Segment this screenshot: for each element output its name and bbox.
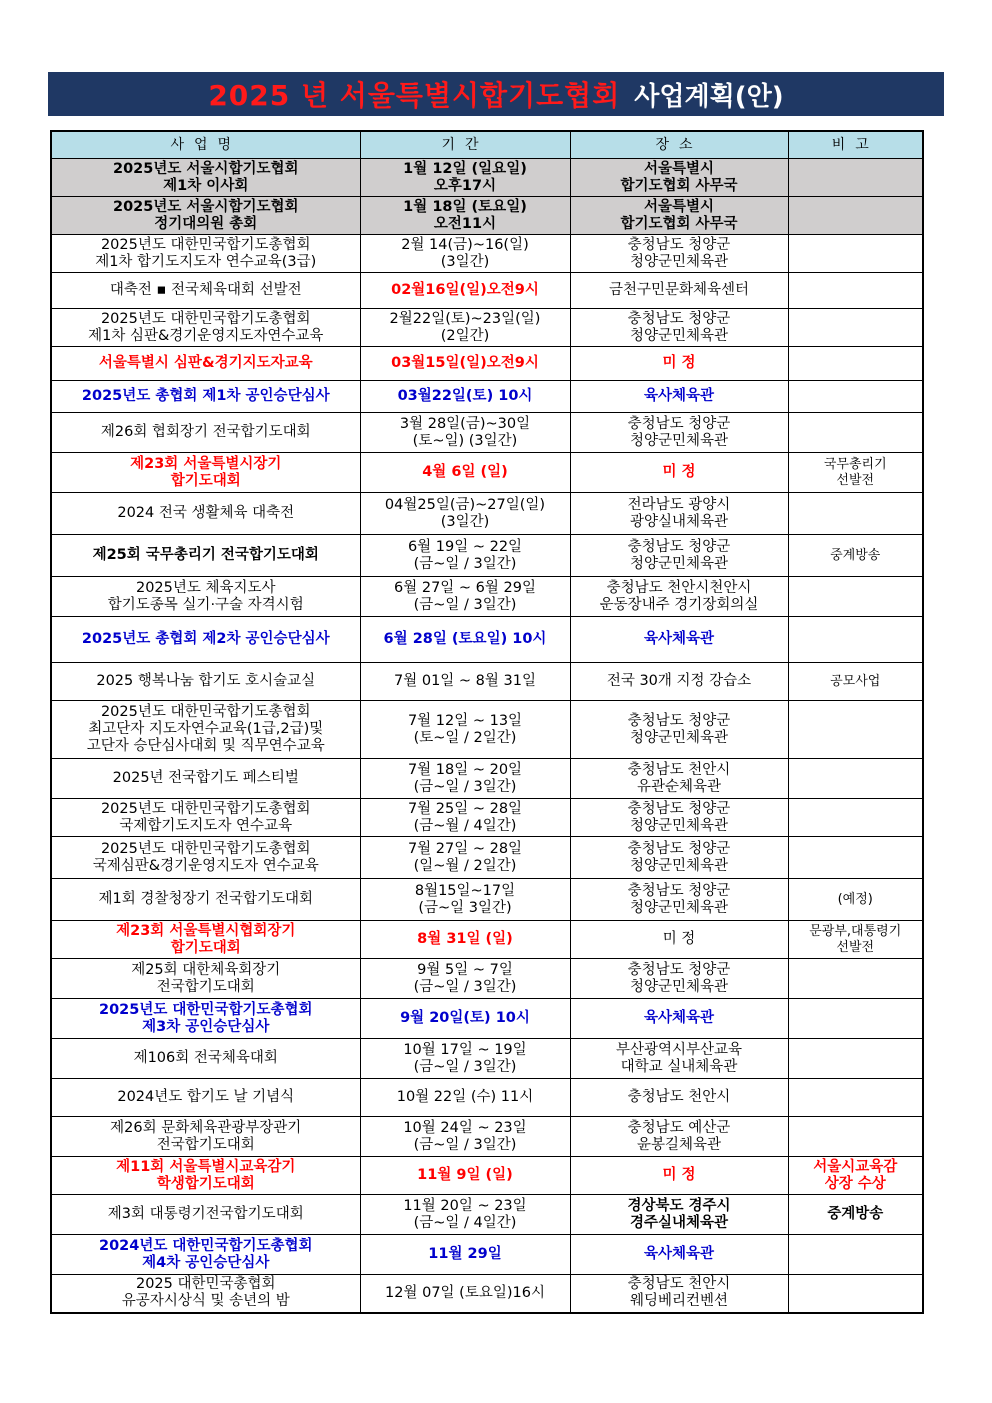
place-cell [570, 759, 788, 799]
place-cell-text: 육사체육관 [643, 1010, 715, 1026]
event-name-cell [51, 493, 360, 535]
event-name-cell [51, 921, 360, 959]
event-name-cell-text: 2025년도 총협회 제1차 공인승단심사 [81, 388, 330, 404]
place-cell-text: 충청남도 청양군 청양군민체육관 [627, 961, 731, 995]
place-cell [570, 799, 788, 837]
place-cell [570, 837, 788, 879]
place-cell-text: 육사체육관 [643, 631, 715, 647]
place-cell [570, 1275, 788, 1313]
place-cell-text: 서울특별시 합기도협회 사무국 [620, 198, 738, 232]
place-cell [570, 493, 788, 535]
place-cell-text: 충청남도 천안시 유관순체육관 [627, 761, 731, 795]
event-name-cell-text: 제25회 국무총리기 전국합기도대회 [92, 547, 319, 563]
table-row [51, 493, 923, 535]
event-name-cell-text: 제23회 서울특별시장기 합기도대회 [130, 455, 282, 489]
event-name-cell [51, 799, 360, 837]
place-cell [570, 959, 788, 999]
event-name-cell-text: 2025년도 대한민국합기도총협회 국제심판&경기운영지도자 연수교육 [92, 840, 319, 874]
place-cell-text: 충청남도 천안시 [627, 1089, 731, 1105]
event-name-cell [51, 959, 360, 999]
note-cell [788, 577, 923, 617]
event-name-cell-text: 제1회 경찰청장기 전국합기도대회 [98, 891, 314, 907]
period-cell [360, 577, 570, 617]
period-cell [360, 879, 570, 921]
period-cell [360, 1039, 570, 1079]
event-name-cell-text: 2025 대한민국총협회 유공자시상식 및 송년의 밤 [121, 1276, 290, 1310]
note-cell [788, 535, 923, 577]
place-cell [570, 273, 788, 309]
header-name: 사업명 [51, 131, 360, 159]
period-cell-text: 6월 28일 (토요일) 10시 [383, 631, 547, 647]
place-cell-text: 육사체육관 [643, 388, 715, 404]
event-name-cell [51, 837, 360, 879]
event-name-cell [51, 1157, 360, 1195]
period-cell-text: 7월 27일 ~ 28일 (일~월 / 2일간) [407, 840, 523, 874]
place-cell-text: 육사체육관 [643, 1246, 715, 1262]
period-cell [360, 1079, 570, 1117]
table-row [51, 413, 923, 453]
period-cell [360, 1117, 570, 1157]
period-cell [360, 197, 570, 235]
place-cell-text: 미 정 [662, 931, 696, 947]
period-cell-text: 4월 6일 (일) [422, 464, 508, 480]
note-cell-text: 중계방송 [830, 547, 881, 563]
event-name-cell-text: 2025년도 대한민국합기도총협회 제3차 공인승단심사 [99, 1001, 313, 1035]
period-cell [360, 663, 570, 701]
event-name-cell-text: 2025년 전국합기도 페스티벌 [112, 770, 299, 786]
event-name-cell-text: 2025년도 서울시합기도협회 제1차 이사회 [113, 160, 299, 194]
place-cell [570, 999, 788, 1039]
place-cell [570, 381, 788, 413]
note-cell [788, 493, 923, 535]
note-cell [788, 273, 923, 309]
event-name-cell-text: 2025년도 대한민국합기도총협회 최고단자 지도자연수교육(1급,2급)및 고단자 승단심사대회 및 직무연수교육 [86, 704, 325, 754]
table-row [51, 1117, 923, 1157]
event-name-cell [51, 159, 360, 197]
note-cell-text: 국무총리기 선발전 [823, 456, 887, 488]
note-cell-text: 중계방송 [827, 1206, 884, 1222]
period-cell-text: 7월 18일 ~ 20일 (금~일 / 3일간) [407, 761, 523, 795]
event-name-cell [51, 347, 360, 381]
place-cell-text: 경상북도 경주시 경주실내체육관 [627, 1197, 731, 1231]
event-name-cell-text: 제23회 서울특별시협회장기 합기도대회 [116, 922, 296, 956]
event-name-cell-text: 제3회 대통령기전국합기도대회 [107, 1206, 304, 1222]
event-name-cell [51, 1039, 360, 1079]
place-cell [570, 879, 788, 921]
note-cell [788, 1195, 923, 1235]
event-name-cell-text: 제26회 문화체육관광부장관기 전국합기도대회 [110, 1119, 302, 1153]
header-period: 기간 [360, 131, 570, 159]
period-cell-text: 8월15일~17일 (금~일 3일간) [414, 882, 516, 916]
note-cell [788, 1079, 923, 1117]
note-cell [788, 381, 923, 413]
event-name-cell-text: 서울특별시 심판&경기지도자교육 [98, 355, 313, 371]
event-name-cell-text: 제26회 협회장기 전국합기도대회 [100, 424, 311, 440]
note-cell [788, 347, 923, 381]
event-name-cell-text: 2025년도 대한민국합기도총협회 제1차 심판&경기운영지도자연수교육 [88, 310, 324, 344]
place-cell [570, 701, 788, 759]
event-name-cell-text: 2024년도 합기도 날 기념식 [117, 1089, 295, 1105]
table-row [51, 159, 923, 197]
period-cell [360, 381, 570, 413]
table-row [51, 1235, 923, 1275]
place-cell [570, 1195, 788, 1235]
note-cell [788, 759, 923, 799]
table-row [51, 577, 923, 617]
period-cell-text: 3월 28일(금)~30일 (토~일) (3일간) [399, 415, 531, 449]
period-cell-text: 12월 07일 (토요일)16시 [385, 1284, 545, 1301]
header-note: 비고 [788, 131, 923, 159]
title-rest: 사업계획(안) [634, 81, 784, 112]
table-row [51, 837, 923, 879]
period-cell-text: 7월 12일 ~ 13일 (토~일 / 2일간) [407, 712, 523, 746]
note-cell-text: 문광부,대통령기 선발전 [809, 923, 902, 955]
note-cell [788, 879, 923, 921]
period-cell [360, 273, 570, 309]
event-name-cell-text: 2025년도 총협회 제2차 공인승단심사 [81, 631, 330, 647]
period-cell-text: 11월 29일 [428, 1246, 502, 1262]
page-title-bar [48, 72, 944, 116]
period-cell [360, 837, 570, 879]
table-row [51, 235, 923, 273]
event-name-cell [51, 273, 360, 309]
note-cell [788, 837, 923, 879]
note-cell [788, 235, 923, 273]
period-cell-text: 03월15일(일)오전9시 [391, 355, 539, 371]
place-cell [570, 1039, 788, 1079]
event-name-cell [51, 1195, 360, 1235]
table-row [51, 759, 923, 799]
table-row [51, 959, 923, 999]
event-name-cell [51, 999, 360, 1039]
period-cell-text: 02월16일(일)오전9시 [391, 282, 539, 298]
place-cell [570, 1235, 788, 1275]
place-cell-text: 부산광역시부산교육 대학교 실내체육관 [615, 1041, 743, 1075]
note-cell [788, 701, 923, 759]
place-cell [570, 235, 788, 273]
period-cell [360, 959, 570, 999]
place-cell-text: 충청남도 예산군 윤봉길체육관 [627, 1119, 731, 1153]
event-name-cell-text: 2025 행복나눔 합기도 호시술교실 [96, 673, 316, 689]
period-cell [360, 1235, 570, 1275]
table-row [51, 535, 923, 577]
event-name-cell-text: 2025년도 대한민국합기도총협회 제1차 합기도지도자 연수교육(3급) [95, 236, 317, 270]
table-row [51, 701, 923, 759]
event-name-cell-text: 대축전 ▪ 전국체육대회 선발전 [109, 282, 302, 298]
period-cell [360, 493, 570, 535]
event-name-cell [51, 879, 360, 921]
period-cell-text: 2월22일(토)~23일(일) (2일간) [389, 310, 541, 344]
note-cell-text: 공모사업 [830, 673, 881, 689]
period-cell-text: 8월 31일 (일) [417, 931, 513, 947]
event-name-cell [51, 197, 360, 235]
period-cell [360, 535, 570, 577]
place-cell [570, 347, 788, 381]
note-cell [788, 1235, 923, 1275]
note-cell [788, 799, 923, 837]
period-cell-text: 1월 18일 (토요일) 오전11시 [403, 198, 527, 232]
period-cell [360, 1195, 570, 1235]
event-name-cell [51, 453, 360, 493]
period-cell-text: 10월 22일 (수) 11시 [396, 1089, 534, 1105]
place-cell-text: 전라남도 광양시 광양실내체육관 [627, 496, 731, 530]
table-row [51, 347, 923, 381]
event-name-cell-text: 2025년도 서울시합기도협회 정기대의원 총회 [113, 198, 299, 232]
place-cell [570, 453, 788, 493]
note-cell [788, 999, 923, 1039]
event-name-cell [51, 235, 360, 273]
period-cell [360, 617, 570, 663]
table-header-row [51, 131, 923, 159]
table-row [51, 879, 923, 921]
note-cell [788, 921, 923, 959]
note-cell [788, 617, 923, 663]
event-name-cell [51, 1079, 360, 1117]
place-cell-text: 미 정 [662, 464, 696, 480]
period-cell-text: 10월 17일 ~ 19일 (금~일 / 3일간) [403, 1041, 527, 1075]
business-plan-table [50, 130, 924, 1314]
place-cell-text: 미 정 [662, 1167, 696, 1183]
period-cell [360, 701, 570, 759]
place-cell-text: 전국 30개 지정 강습소 [606, 673, 752, 689]
table-row [51, 617, 923, 663]
period-cell-text: 03월22일(토) 10시 [397, 388, 533, 404]
event-name-cell [51, 413, 360, 453]
table-body [51, 159, 923, 1313]
period-cell [360, 309, 570, 347]
table-row [51, 197, 923, 235]
place-cell [570, 617, 788, 663]
event-name-cell-text: 제106회 전국체육대회 [133, 1050, 278, 1066]
note-cell-text: (예정) [837, 891, 873, 907]
note-cell [788, 309, 923, 347]
place-cell-text: 충청남도 청양군 청양군민체육관 [627, 882, 731, 916]
table-row [51, 1275, 923, 1313]
place-cell-text: 충청남도 청양군 청양군민체육관 [627, 538, 731, 572]
note-cell [788, 1157, 923, 1195]
table-row [51, 921, 923, 959]
period-cell-text: 11월 9일 (일) [417, 1167, 513, 1183]
event-name-cell [51, 701, 360, 759]
note-cell [788, 453, 923, 493]
event-name-cell [51, 577, 360, 617]
event-name-cell [51, 381, 360, 413]
header-place: 장소 [570, 131, 788, 159]
table-row [51, 1079, 923, 1117]
place-cell-text: 충청남도 천안시천안시 운동장내주 경기장회의실 [599, 579, 759, 613]
table-row [51, 1039, 923, 1079]
period-cell [360, 413, 570, 453]
event-name-cell [51, 1235, 360, 1275]
period-cell [360, 999, 570, 1039]
period-cell [360, 759, 570, 799]
event-name-cell [51, 309, 360, 347]
note-cell [788, 959, 923, 999]
event-name-cell-text: 제11회 서울특별시교육감기 학생합기도대회 [116, 1158, 296, 1192]
event-name-cell [51, 1275, 360, 1313]
place-cell [570, 1117, 788, 1157]
place-cell [570, 197, 788, 235]
period-cell-text: 10월 24일 ~ 23일 (금~일 / 3일간) [403, 1119, 527, 1153]
event-name-cell [51, 617, 360, 663]
place-cell [570, 1157, 788, 1195]
table-row [51, 663, 923, 701]
table-row [51, 309, 923, 347]
place-cell [570, 921, 788, 959]
period-cell-text: 7월 01일 ~ 8월 31일 [394, 673, 536, 689]
place-cell-text: 충청남도 청양군 청양군민체육관 [627, 800, 731, 834]
event-name-cell-text: 2025년도 대한민국합기도총협회 국제합기도지도자 연수교육 [100, 800, 311, 834]
period-cell [360, 347, 570, 381]
place-cell [570, 535, 788, 577]
title-highlight: 2025 년 서울특별시합기도협회 [208, 79, 621, 112]
table-row [51, 453, 923, 493]
table-row [51, 799, 923, 837]
note-cell-text: 서울시교육감 상장 수상 [813, 1158, 898, 1192]
place-cell [570, 413, 788, 453]
period-cell-text: 7월 25일 ~ 28일 (금~월 / 4일간) [407, 800, 523, 834]
period-cell [360, 1275, 570, 1313]
place-cell [570, 159, 788, 197]
period-cell [360, 799, 570, 837]
place-cell [570, 663, 788, 701]
note-cell [788, 1117, 923, 1157]
period-cell-text: 2월 14(금)~16(일) (3일간) [401, 236, 529, 270]
period-cell [360, 453, 570, 493]
event-name-cell-text: 2024년도 대한민국합기도총협회 제4차 공인승단심사 [99, 1237, 313, 1271]
place-cell [570, 1079, 788, 1117]
event-name-cell [51, 663, 360, 701]
event-name-cell [51, 535, 360, 577]
table-row [51, 1195, 923, 1235]
period-cell [360, 921, 570, 959]
event-name-cell [51, 759, 360, 799]
place-cell [570, 309, 788, 347]
place-cell-text: 서울특별시 합기도협회 사무국 [620, 160, 738, 194]
period-cell-text: 6월 27일 ~ 6월 29일 (금~일 / 3일간) [394, 579, 536, 613]
period-cell [360, 1157, 570, 1195]
place-cell-text: 금천구민문화체육센터 [608, 282, 750, 298]
table-row [51, 999, 923, 1039]
table-row [51, 381, 923, 413]
place-cell-text: 충청남도 청양군 청양군민체육관 [627, 236, 731, 270]
place-cell [570, 577, 788, 617]
note-cell [788, 159, 923, 197]
period-cell-text: 1월 12일 (일요일) 오후17시 [403, 160, 527, 194]
note-cell [788, 413, 923, 453]
place-cell-text: 충청남도 청양군 청양군민체육관 [627, 310, 731, 344]
note-cell [788, 1039, 923, 1079]
note-cell [788, 663, 923, 701]
note-cell [788, 1275, 923, 1313]
place-cell-text: 충청남도 천안시 웨딩베리컨벤션 [627, 1276, 731, 1310]
event-name-cell-text: 2024 전국 생활체육 대축전 [117, 505, 295, 521]
event-name-cell [51, 1117, 360, 1157]
note-cell [788, 197, 923, 235]
place-cell-text: 충청남도 청양군 청양군민체육관 [627, 415, 731, 449]
period-cell [360, 235, 570, 273]
period-cell-text: 9월 5일 ~ 7일 (금~일 / 3일간) [413, 961, 517, 995]
period-cell-text: 04월25일(금)~27일(일) (3일간) [384, 496, 546, 530]
place-cell-text: 충청남도 청양군 청양군민체육관 [627, 840, 731, 874]
period-cell-text: 11월 20일 ~ 23일 (금~일 / 4일간) [403, 1197, 527, 1231]
event-name-cell-text: 2025년도 체육지도사 합기도종목 실기·구술 자격시험 [107, 579, 304, 613]
table-row [51, 273, 923, 309]
place-cell-text: 충청남도 청양군 청양군민체육관 [627, 712, 731, 746]
place-cell-text: 미 정 [662, 355, 696, 371]
period-cell [360, 159, 570, 197]
period-cell-text: 9월 20일(토) 10시 [400, 1010, 530, 1026]
period-cell-text: 6월 19일 ~ 22일 (금~일 / 3일간) [407, 538, 523, 572]
table-row [51, 1157, 923, 1195]
event-name-cell-text: 제25회 대한체육회장기 전국합기도대회 [131, 961, 281, 995]
